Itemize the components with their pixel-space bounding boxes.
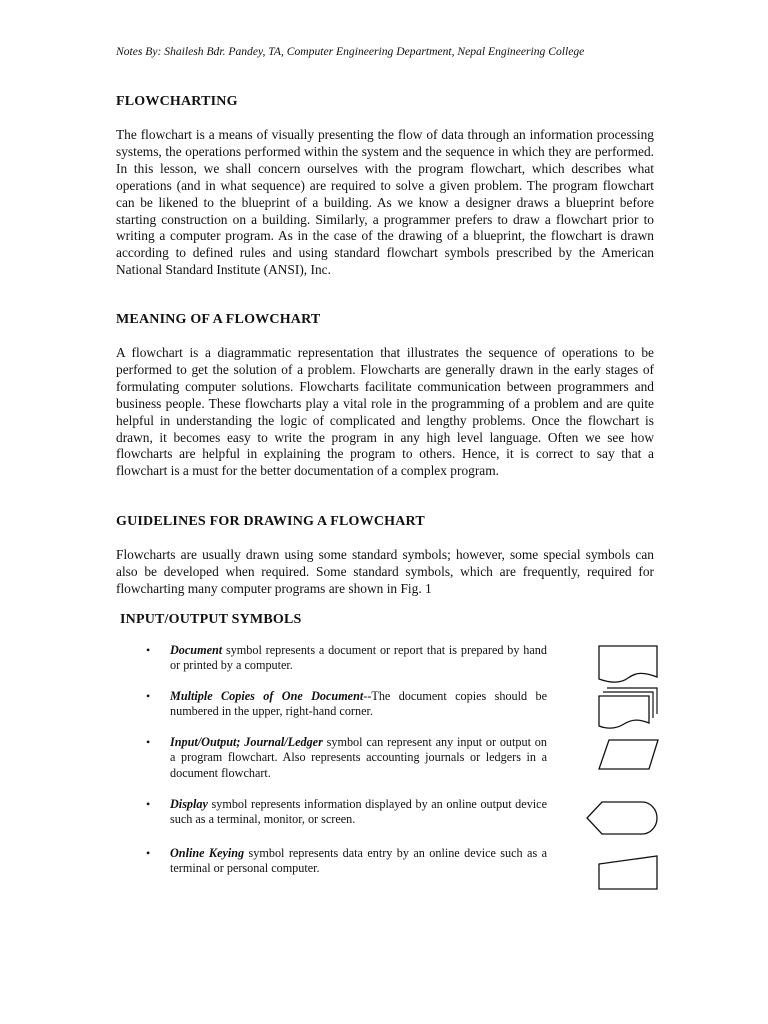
display-symbol-icon [584,799,662,837]
term-display: Display [170,797,208,811]
description-display: symbol represents information displayed by an online output device such as a terminal, monitor, or screen. [170,797,547,827]
heading-guidelines: GUIDELINES FOR DRAWING A FLOWCHART [116,514,425,529]
paragraph-flowcharting: The flowchart is a means of visually presenting the flow of data through an information processing systems, the operations performed within the system and the sequence in which they are performed. In this lesson, we shall concern ourselves with the program flowchart, which describes what operations (and in what sequence) are required to solve a given problem. The program flowchart can be likened to the blueprint of a building. As we know a designer draws a blueprint before starting construction on a building. Similarly, a programmer prefers to draw a flowchart prior to writing a computer program. As in the case of the drawing of a blueprint, the flowchart is drawn according to defined rules and using standard flowchart symbols prescribed by the American National Standard Institute (ANSI), Inc. [116,127,654,278]
description-input-output: symbol can represent any input or output on a program flowchart. Also represents accounting journals or ledgers in a document flowchart. [170,735,547,780]
heading-io-symbols: INPUT/OUTPUT SYMBOLS [120,612,302,627]
bullet-marker: • [146,689,151,703]
term-input-output: Input/Output; Journal/Ledger [170,735,323,749]
paragraph-meaning-of-flowchart: A flowchart is a diagrammatic representation that illustrates the sequence of operations to be performed to get the solution of a problem. Flowcharts are generally drawn in the early stages of formulating computer solutions. Flowcharts facilitate communication between programmers and business people. These flowcharts play a vital role in the programming of a problem and are quite helpful in understanding the logic of complicated and lengthy problems. Once the flowchart is drawn, it becomes easy to write the program in any high level language. Often we see how flowcharts are helpful in explaining the program to others. Hence, it is correct to say that a flowchart is a must for the better documentation of a complex program. [116,345,654,479]
paragraph-guidelines: Flowcharts are usually drawn using some standard symbols; however, some special symbols can also be developed when required. Some standard symbols, which are frequently, required for flowcharting many computer programs are shown in Fig. 1 [116,547,654,596]
document-symbol-icon [596,642,662,684]
bullet-marker: • [146,797,151,811]
heading-flowcharting: FLOWCHARTING [116,94,238,109]
term-document: Document [170,643,223,657]
description-online-keying: symbol represents data entry by an online device such as a terminal or personal computer. [170,846,548,876]
description-document: symbol represents a document or report that is prepared by hand or printed by a computer. [170,643,547,673]
bullet-marker: • [146,643,151,657]
description-multiple-copies: --The document copies should be numbered in the upper, right-hand corner. [170,689,547,719]
heading-meaning-of-flowchart: MEANING OF A FLOWCHART [116,312,321,327]
bullet-marker: • [146,735,151,749]
term-online-keying: Online Keying [170,846,245,860]
parallelogram-io-symbol-icon [596,737,662,773]
page-header-notes: Notes By: Shailesh Bdr. Pandey, TA, Computer Engineering Department, Nepal Engineering College [116,45,585,58]
bullet-marker: • [146,846,151,860]
multiple-documents-symbol-icon [596,686,662,732]
online-keying-symbol-icon [596,853,662,893]
term-multiple-copies: Multiple Copies of One Document [170,689,364,703]
